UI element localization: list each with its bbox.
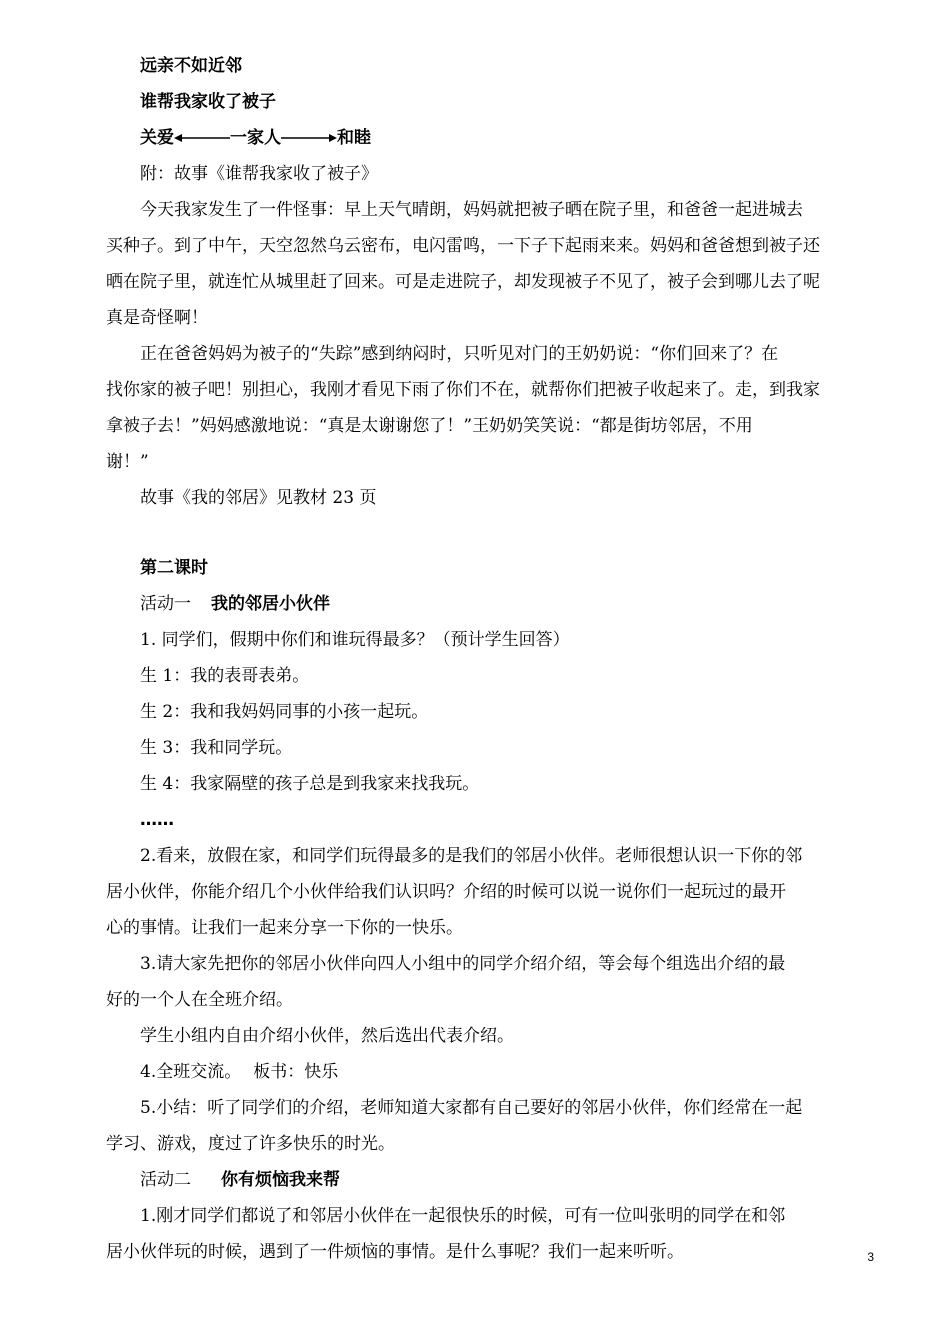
story-paragraph-2 [106, 336, 876, 480]
activity1-paragraph-2 [106, 838, 876, 946]
ellipsis: …… [140, 810, 174, 830]
a1-p3-line: 好的一个人在全班介绍。 [106, 990, 293, 1010]
a2-p1-line: 1.刚才同学们都说了和邻居小伙伴在一起很快乐的时候，可有一位叫张明的同学在和邻 [140, 1206, 786, 1226]
a1-p2-line: 居小伙伴，你能介绍几个小伙伴给我们认识吗？介绍的时候可以说一说你们一起玩过的最开 [106, 882, 786, 902]
heading-title: 远亲不如近邻 [140, 56, 242, 76]
story-paragraph-1 [106, 192, 876, 336]
student-answer: 生 2：我和我妈妈同事的小孩一起玩。 [140, 702, 429, 722]
activity1-paragraph-4 [140, 1054, 876, 1090]
story-p1-line: 买种子。到了中午，天空忽然乌云密布，电闪雷鸣，一下子下起雨来来。妈妈和爸爸想到被子还 [106, 236, 820, 256]
story-p2-line: 找你家的被子吧！别担心，我刚才看见下雨了你们不在，就帮你们把被子收起来了。走，到我家 [106, 380, 820, 400]
relation-right: 和睦 [337, 128, 371, 148]
student-answer: 生 3：我和同学玩。 [140, 738, 293, 758]
heading-subtitle: 谁帮我家收了被子 [140, 92, 276, 112]
a1-p3-line: 3.请大家先把你的邻居小伙伴向四人小组中的同学介绍介绍，等会每个组选出介绍的最 [140, 954, 786, 974]
activity1-question: 1. 同学们，假期中你们和谁玩得最多？（预计学生回答） [140, 630, 570, 650]
story-reference: 故事《我的邻居》见教材 23 页 [140, 488, 377, 508]
appendix-title: 附：故事《谁帮我家收了被子》 [140, 164, 378, 184]
story-p2-line: 拿被子去！”妈妈感激地说：“真是太谢谢您了！”王奶奶笑笑说：“都是街坊邻居，不用 [106, 416, 753, 436]
a1-p4-board: 板书：快乐 [253, 1062, 339, 1082]
activity1-title: 我的邻居小伙伴 [211, 594, 330, 614]
activity2-paragraph-1 [106, 1198, 876, 1270]
student-answer: 生 4：我家隔壁的孩子总是到我家来找我玩。 [140, 774, 480, 794]
activity1-heading [140, 586, 876, 622]
left-arrow-icon [174, 132, 230, 144]
activity1-label: 活动一 [140, 594, 191, 614]
right-arrow-icon [281, 132, 337, 144]
activity1-group-note: 学生小组内自由介绍小伙伴，然后选出代表介绍。 [140, 1026, 514, 1046]
relation-middle: 一家人 [230, 128, 281, 148]
activity2-title: 你有烦恼我来帮 [221, 1170, 340, 1190]
relation-left: 关爱 [140, 128, 174, 148]
activity2-heading [140, 1162, 876, 1198]
a1-p2-line: 心的事情。让我们一起来分享一下你的一快乐。 [106, 918, 463, 938]
section-gap [140, 516, 876, 550]
lesson2-title: 第二课时 [140, 558, 208, 578]
student-answer: 生 1：我的表哥表弟。 [140, 666, 310, 686]
story-p2-line: 正在爸爸妈妈为被子的“失踪”感到纳闷时，只听见对门的王奶奶说：“你们回来了？在 [140, 344, 779, 364]
page-content [106, 48, 876, 1270]
activity1-paragraph-3 [106, 946, 876, 1018]
activity2-label: 活动二 [140, 1170, 191, 1190]
a1-p4-text: 4.全班交流。 [140, 1062, 242, 1082]
a2-p1-line: 居小伙伴玩的时候，遇到了一件烦恼的事情。是什么事呢？我们一起来听听。 [106, 1242, 684, 1262]
story-p1-line: 晒在院子里，就连忙从城里赶了回来。可是走进院子，却发现被子不见了，被子会到哪儿去了呢 [106, 272, 820, 292]
a1-p2-line: 2.看来，放假在家，和同学们玩得最多的是我们的邻居小伙伴。老师很想认识一下你的邻 [140, 846, 803, 866]
a1-p5-line: 学习、游戏，度过了许多快乐的时光。 [106, 1134, 395, 1154]
story-p1-line: 今天我家发生了一件怪事：早上天气晴朗，妈妈就把被子晒在院子里，和爸爸一起进城去 [140, 200, 803, 220]
page-number: 3 [867, 1250, 874, 1264]
story-p2-line: 谢！” [106, 452, 149, 472]
story-p1-line: 真是奇怪啊！ [106, 308, 208, 328]
a1-p5-line: 5.小结：听了同学们的介绍，老师知道大家都有自己要好的邻居小伙伴，你们经常在一起 [140, 1098, 803, 1118]
relation-line [140, 120, 876, 156]
activity1-paragraph-5 [106, 1090, 876, 1162]
